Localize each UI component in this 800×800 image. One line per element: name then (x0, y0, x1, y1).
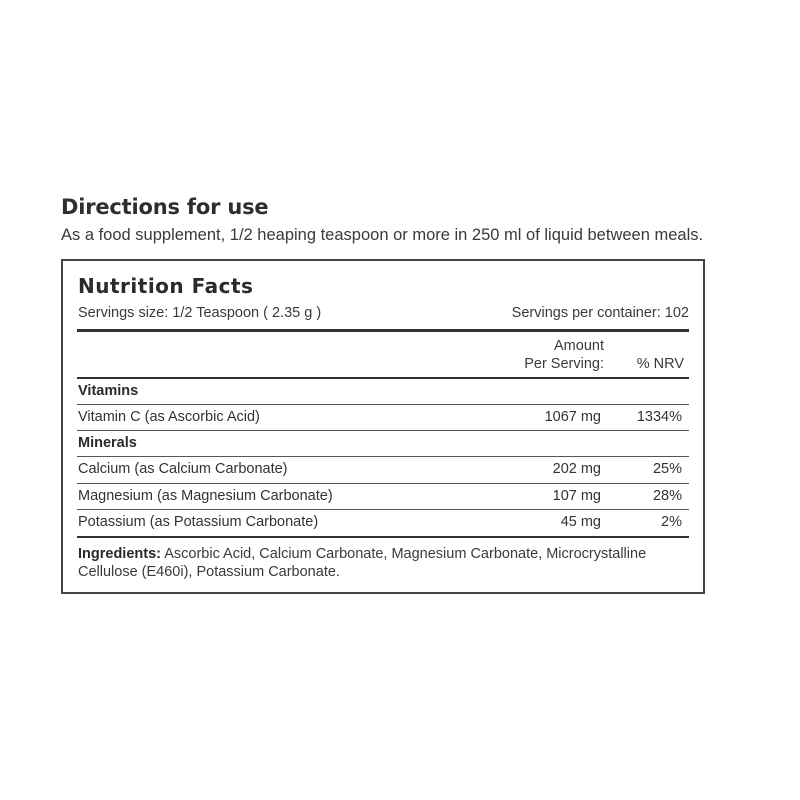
section-header-minerals (77, 431, 689, 457)
nutrient-row-calcium (77, 457, 689, 483)
section-header-vitamins (77, 379, 689, 405)
nrv-header: % NRV (636, 356, 684, 372)
nutrient-row-vitamin-c (77, 405, 689, 431)
nutrient-name: Vitamin C (as Ascorbic Acid) (78, 409, 260, 425)
directions-text: As a food supplement, 1/2 heaping teaspoon or more in 250 ml of liquid between meals. (61, 226, 704, 244)
amount-header (524, 337, 604, 373)
section-name: Minerals (78, 435, 137, 451)
nutrient-amount: 107 mg (552, 488, 601, 504)
directions-title: Directions for use (61, 195, 269, 219)
amount-header-line1: Amount (554, 338, 604, 354)
nutrient-nrv: 25% (652, 461, 682, 477)
nutrient-amount: 202 mg (552, 461, 601, 477)
thick-divider (77, 329, 689, 332)
ingredients-text (78, 545, 669, 581)
servings-per-container: Servings per container: 102 (511, 305, 689, 321)
nutrient-name: Magnesium (as Magnesium Carbonate) (78, 488, 333, 504)
nutrient-row-potassium (77, 510, 689, 536)
nutrient-name: Potassium (as Potassium Carbonate) (78, 514, 319, 530)
directions-section (61, 193, 781, 246)
nutrition-facts-panel (61, 259, 705, 594)
nutrient-nrv: 2% (661, 514, 682, 530)
nutrition-facts-title: Nutrition Facts (78, 274, 254, 298)
nutrient-amount: 45 mg (560, 514, 601, 530)
nutrient-nrv: 28% (652, 488, 682, 504)
ingredients-list: Ascorbic Acid, Calcium Carbonate, Magnesium Carbonate, Microcrystalline Cellulose (E460i), Potassium Carbonate. (78, 546, 647, 580)
column-header (77, 337, 689, 375)
section-name: Vitamins (78, 383, 139, 399)
nutrient-name: Calcium (as Calcium Carbonate) (78, 461, 288, 477)
amount-header-line2: Per Serving: (524, 356, 604, 372)
serving-info-row (78, 305, 689, 321)
nutrient-amount: 1067 mg (544, 409, 601, 425)
bottom-divider (77, 536, 689, 538)
serving-size: Servings size: 1/2 Teaspoon ( 2.35 g ) (78, 305, 322, 321)
nutrient-row-magnesium (77, 484, 689, 510)
ingredients-label: Ingredients: (78, 546, 161, 562)
nutrient-nrv: 1334% (636, 409, 682, 425)
